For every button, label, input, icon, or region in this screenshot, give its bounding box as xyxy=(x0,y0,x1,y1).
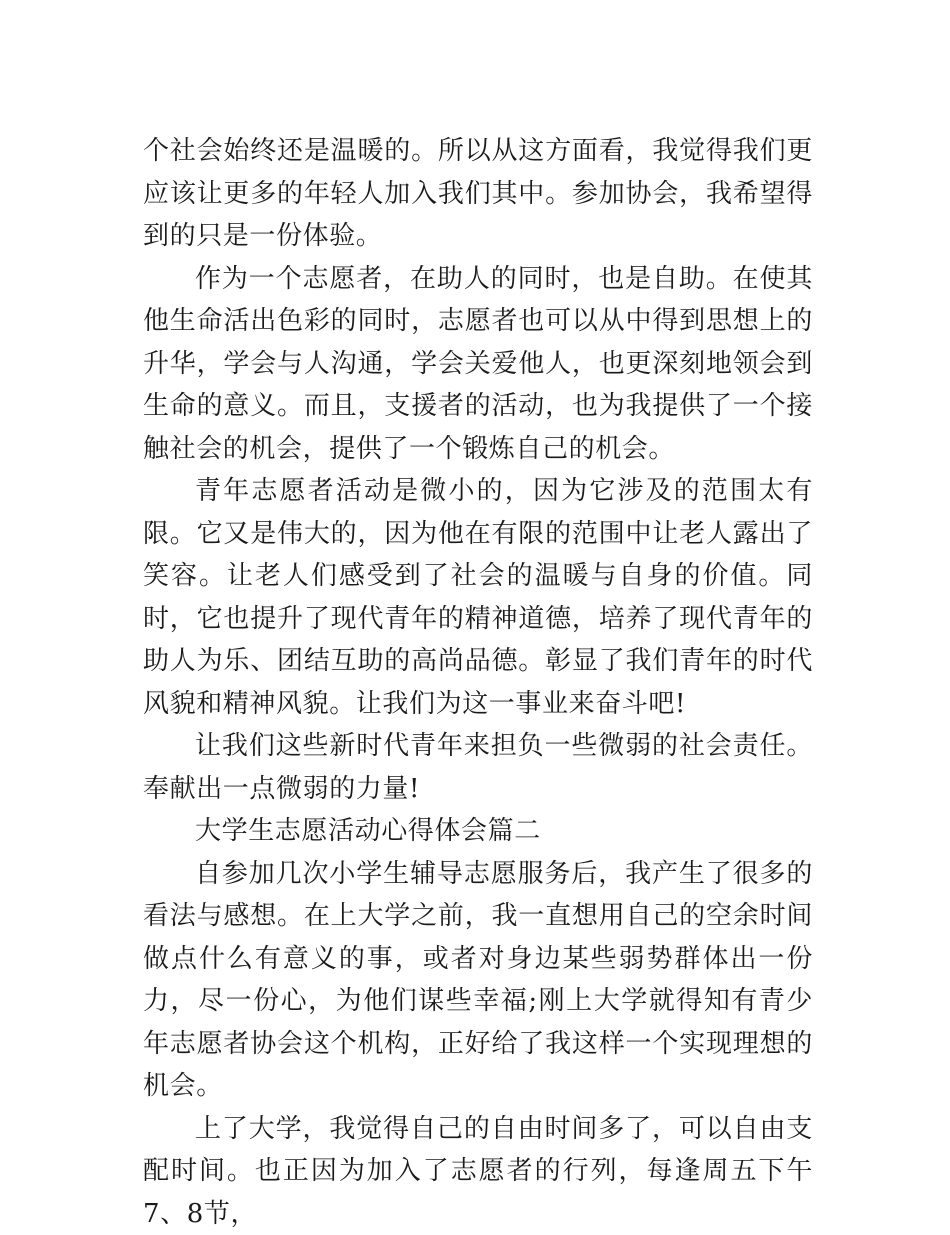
document-body xyxy=(143,130,813,1235)
paragraph-5: 自参加几次小学生辅导志愿服务后，我产生了很多的看法与感想。在上大学之前，我一直想用自己的空余时间做点什么有意义的事，或者对身边某些弱势群体出一份力，尽一份心，为他们谋些幸福;刚上大学就得知有青少年志愿者协会这个机构，正好给了我这样一个实现理想的机会。 xyxy=(143,853,813,1108)
paragraph-4: 让我们这些新时代青年来担负一些微弱的社会责任。奉献出一点微弱的力量! xyxy=(143,725,813,810)
section-heading: 大学生志愿活动心得体会篇二 xyxy=(143,810,813,853)
paragraph-1: 个社会始终还是温暖的。所以从这方面看，我觉得我们更应该让更多的年轻人加入我们其中。参加协会，我希望得到的只是一份体验。 xyxy=(143,130,813,258)
paragraph-6: 上了大学，我觉得自己的自由时间多了，可以自由支配时间。也正因为加入了志愿者的行列，每逢周五下午7、8节， xyxy=(143,1108,813,1235)
paragraph-2: 作为一个志愿者，在助人的同时，也是自助。在使其他生命活出色彩的同时，志愿者也可以从中得到思想上的升华，学会与人沟通，学会关爱他人，也更深刻地领会到生命的意义。而且，支援者的活动，也为我提供了一个接触社会的机会，提供了一个锻炼自己的机会。 xyxy=(143,258,813,471)
paragraph-3: 青年志愿者活动是微小的，因为它涉及的范围太有限。它又是伟大的，因为他在有限的范围中让老人露出了笑容。让老人们感受到了社会的温暖与自身的价值。同时，它也提升了现代青年的精神道德，培养了现代青年的助人为乐、团结互助的高尚品德。彰显了我们青年的时代风貌和精神风貌。让我们为这一事业来奋斗吧! xyxy=(143,470,813,725)
